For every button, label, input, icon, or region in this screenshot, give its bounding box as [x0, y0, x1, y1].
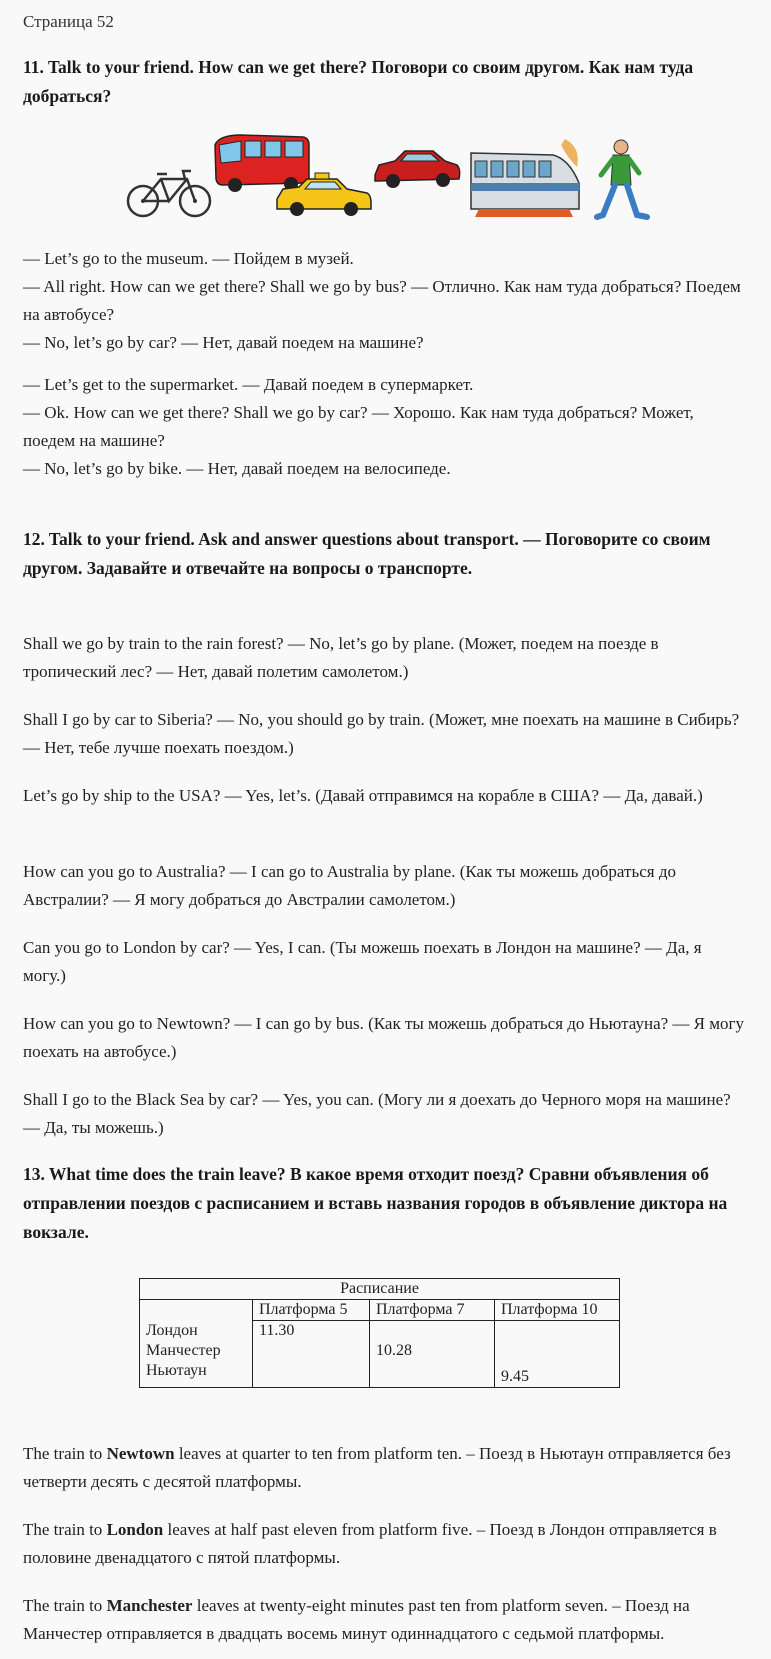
announcement-pre: The train to: [23, 1596, 107, 1615]
exercise-12-item-6: [23, 1010, 748, 1066]
dialog-line: — Let’s get to the supermarket. — Давай поедем в супермаркет.: [23, 375, 474, 394]
car-icon: [375, 151, 460, 188]
announcement-3: [23, 1592, 748, 1648]
schedule-caption: Расписание: [140, 1279, 620, 1300]
schedule-empty-cell: [495, 1321, 620, 1342]
exercise-12-heading: 12. Talk to your friend. Ask and answer questions about transport. — Поговорите со своим другом. Задавайте и отвечайте на вопросы о транспорте.: [23, 529, 711, 578]
schedule-city-manchester: Манчестер: [140, 1341, 253, 1361]
announcement-post: leaves at twenty-eight minutes past ten from platform seven. – Поезд на Манчестер отправляется в двадцать восемь минут одиннадцатого с седьмой платформы.: [23, 1596, 690, 1643]
announcement-pre: The train to: [23, 1444, 107, 1463]
announcement-text: [23, 1516, 748, 1572]
exercise-11-heading: 11. Talk to your friend. How can we get there? Поговори со своим другом. Как нам туда добраться?: [23, 57, 694, 106]
exercise-13-heading-block: [23, 1160, 748, 1247]
schedule-table: [139, 1278, 620, 1388]
schedule-table-wrap: [139, 1278, 620, 1388]
dialog-line: — All right. How can we get there? Shall we go by bus? — Отлично. Как нам туда добраться? Поедем на автобусе?: [23, 277, 741, 324]
exercise-11-dialog-1: [23, 245, 748, 357]
schedule-city-newtown: Ньютаун: [140, 1361, 253, 1388]
schedule-time-newtown: 9.45: [495, 1361, 620, 1388]
announcement-1: [23, 1440, 748, 1496]
walking-person-icon: [597, 140, 647, 217]
exercise-12-item-3: [23, 782, 748, 810]
schedule-header-platform-7: Платформа 7: [370, 1300, 495, 1321]
bus-icon: [215, 135, 309, 192]
qa-item: Can you go to London by car? — Yes, I can. (Ты можешь поехать в Лондон на машине? — Да, я могу.): [23, 938, 702, 985]
qa-item: Let’s go by ship to the USA? — Yes, let’s. (Давай отправимся на корабле в США? — Да, давай.): [23, 786, 703, 805]
exercise-12-heading-block: [23, 525, 748, 583]
schedule-corner-cell: [140, 1300, 253, 1321]
schedule-time-london: 11.30: [253, 1321, 370, 1342]
exercise-11-heading-block: [23, 53, 748, 111]
dialog-line: — No, let’s go by car? — Нет, давай поедем на машине?: [23, 333, 424, 352]
exercise-12-item-2: [23, 706, 748, 762]
announcement-city: London: [106, 1520, 164, 1539]
exercise-11-dialog-2: [23, 371, 748, 483]
qa-item: How can you go to Australia? — I can go to Australia by plane. (Как ты можешь добраться до Австралии? — Я могу добраться до Австралии самолетом.): [23, 862, 676, 909]
schedule-header-platform-10: Платформа 10: [495, 1300, 620, 1321]
qa-item: Shall I go to the Black Sea by car? — Yes, you can. (Могу ли я доехать до Черного моря на машине? — Да, ты можешь.): [23, 1090, 731, 1137]
exercise-12-item-5: [23, 934, 748, 990]
schedule-empty-cell: [253, 1361, 370, 1388]
schedule-empty-cell: [370, 1361, 495, 1388]
exercise-12-item-1: [23, 630, 748, 686]
schedule-empty-cell: [253, 1341, 370, 1361]
transport-illustration: [103, 133, 703, 238]
announcement-city: Newtown: [106, 1444, 175, 1463]
page-number: Страница 52: [23, 12, 114, 31]
train-icon: [471, 139, 579, 217]
schedule-header-platform-5: Платформа 5: [253, 1300, 370, 1321]
announcement-post: leaves at half past eleven from platform five. – Поезд в Лондон отправляется в половине двенадцатого с пятой платформы.: [23, 1520, 717, 1567]
qa-item: How can you go to Newtown? — I can go by bus. (Как ты можешь добраться до Ньютауна? — Я могу поехать на автобусе.): [23, 1014, 744, 1061]
exercise-12-item-4: [23, 858, 748, 914]
schedule-city-london: Лондон: [140, 1321, 253, 1342]
schedule-empty-cell: [370, 1321, 495, 1342]
bicycle-icon: [128, 171, 210, 216]
qa-item: Shall we go by train to the rain forest? — No, let’s go by plane. (Может, поедем на поезде в тропический лес? — Нет, давай полетим самолетом.): [23, 634, 659, 681]
dialog-line: — Let’s go to the museum. — Пойдем в музей.: [23, 249, 354, 268]
dialog-line: — Ok. How can we get there? Shall we go by car? — Хорошо. Как нам туда добраться? Может, поедем на машине?: [23, 403, 694, 450]
announcement-pre: The train to: [23, 1520, 107, 1539]
qa-item: Shall I go by car to Siberia? — No, you should go by train. (Может, мне поехать на машине в Сибирь? — Нет, тебе лучше поехать поездом.): [23, 710, 740, 757]
announcement-city: Manchester: [106, 1596, 193, 1615]
schedule-empty-cell: [495, 1341, 620, 1361]
announcement-text: [23, 1592, 748, 1648]
schedule-time-manchester: 10.28: [370, 1341, 495, 1361]
announcement-2: [23, 1516, 748, 1572]
dialog-line: — No, let’s go by bike. — Нет, давай поедем на велосипеде.: [23, 459, 451, 478]
exercise-12-item-7: [23, 1086, 748, 1142]
announcement-text: [23, 1440, 748, 1496]
announcement-post: leaves at quarter to ten from platform ten. – Поезд в Ньютаун отправляется без четверти десять с десятой платформы.: [23, 1444, 731, 1491]
exercise-13-heading: 13. What time does the train leave? В какое время отходит поезд? Сравни объявления об отправлении поездов с расписанием и вставь названия городов в объявление диктора на вокзале.: [23, 1164, 728, 1242]
